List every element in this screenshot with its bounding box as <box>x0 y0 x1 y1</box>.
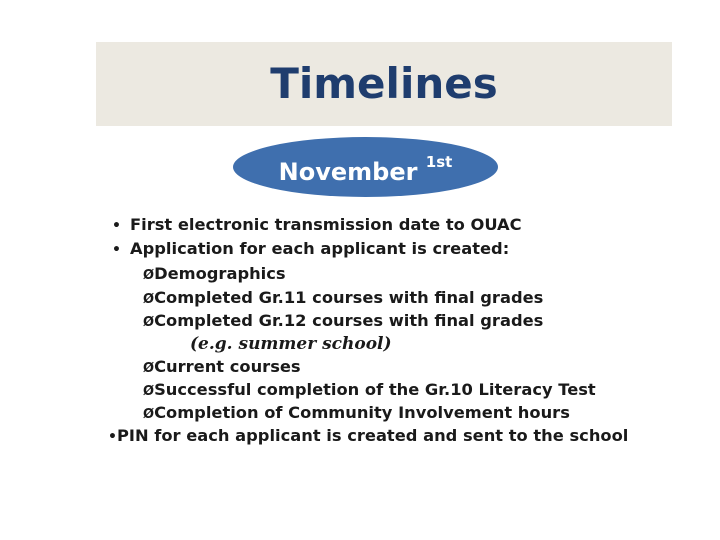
arrow-bullet-icon: Ø <box>143 407 155 422</box>
date-label <box>233 151 498 187</box>
sub-item <box>143 310 543 334</box>
sub-item <box>143 263 286 287</box>
summer-school-note: (e.g. summer school) <box>190 334 392 354</box>
arrow-bullet-icon: Ø <box>143 384 155 399</box>
bullet-icon: • <box>112 218 121 234</box>
sub-item-text: Successful completion of the Gr.10 Literacy Test <box>154 380 596 399</box>
bullet-item <box>112 214 522 237</box>
sub-item-text: Demographics <box>154 264 286 283</box>
slide-title: Timelines <box>270 59 498 108</box>
sub-item-text: Current courses <box>154 357 301 376</box>
date-pill <box>233 137 498 197</box>
sub-item-text: Completion of Community Involvement hours <box>154 403 570 422</box>
sub-item-text: Completed Gr.12 courses with final grades <box>154 311 544 330</box>
sub-item <box>143 379 596 403</box>
sub-item-text: Completed Gr.11 courses with final grades <box>154 288 544 307</box>
bullet-item <box>108 425 628 448</box>
bullet-text: First electronic transmission date to OUAC <box>130 215 522 234</box>
arrow-bullet-icon: Ø <box>143 361 155 376</box>
sub-item <box>143 402 570 426</box>
arrow-bullet-icon: Ø <box>143 268 155 283</box>
bullet-text: PIN for each applicant is created and sent to the school <box>116 426 629 445</box>
bullet-icon: • <box>108 429 117 445</box>
bullet-icon: • <box>112 242 121 258</box>
bullet-item <box>112 238 509 261</box>
bullet-text: Application for each applicant is created: <box>130 239 510 258</box>
arrow-bullet-icon: Ø <box>143 292 155 307</box>
title-band <box>96 42 672 126</box>
sub-item <box>143 287 543 311</box>
date-month: November <box>278 158 418 186</box>
date-ordinal: 1st <box>425 153 453 171</box>
sub-item <box>143 356 301 380</box>
arrow-bullet-icon: Ø <box>143 315 155 330</box>
